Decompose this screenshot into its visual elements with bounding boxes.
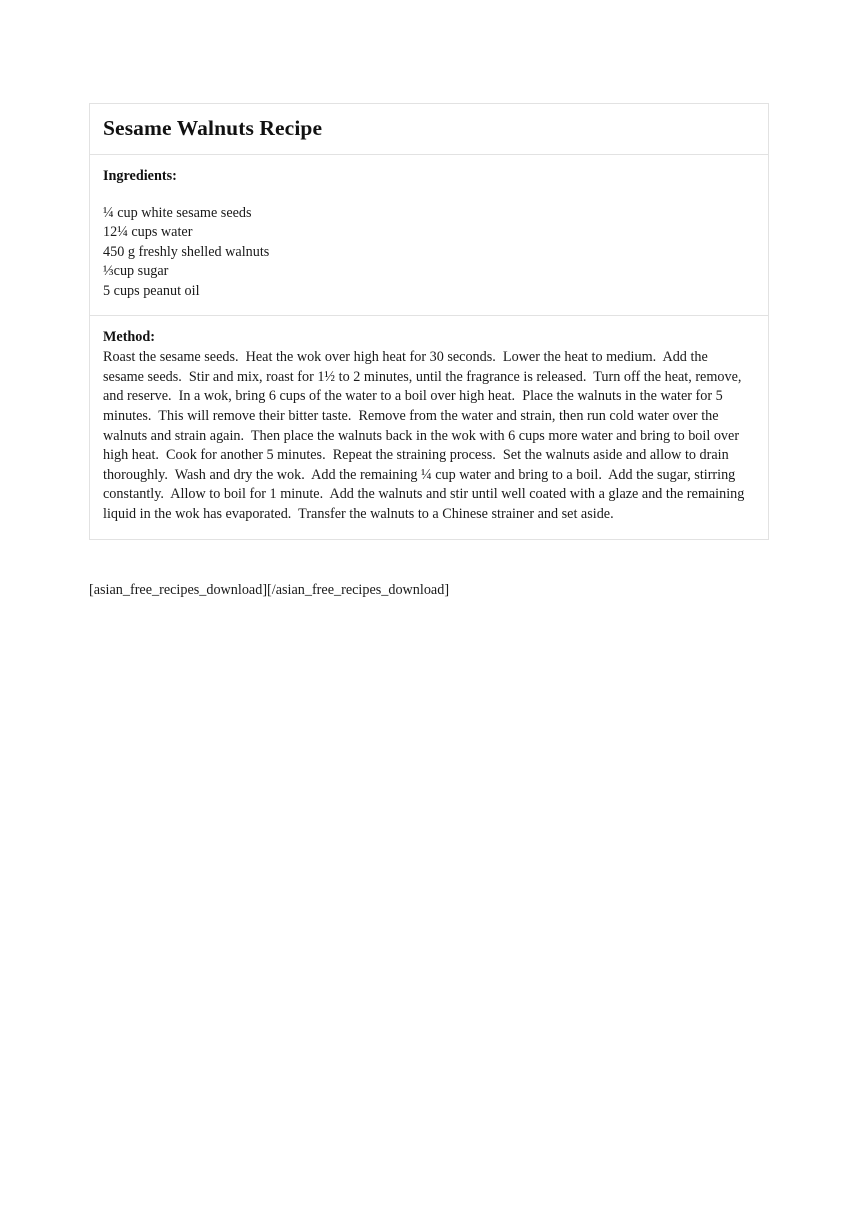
shortcode-footer-text: [asian_free_recipes_download][/asian_free_recipes_download] (89, 582, 450, 598)
ingredients-section (90, 155, 768, 316)
method-text: Roast the sesame seeds. Heat the wok over high heat for 30 seconds. Lower the heat to medium. Add the sesame seeds. Stir and mix, roast for 1½ to 2 minutes, until the fragrance is released. Turn off the heat, remove, and reserve. In a wok, bring 6 cups of the water to a boil over high heat. Place the walnuts in the water for 5 minutes. This will remove their bitter taste. Remove from the water and strain, then run cold water over the walnuts and strain again. Then place the walnuts back in the wok with 6 cups more water and bring to boil over high heat. Cook for another 5 minutes. Repeat the straining process. Set the walnuts aside and allow to drain thoroughly. Wash and dry the wok. Add the remaining ¼ cup water and bring to a boil. Add the sugar, stirring constantly. Allow to boil for 1 minute. Add the walnuts and stir until well coated with a glaze and the remaining liquid in the wok has evaporated. Transfer the walnuts to a Chinese strainer and set aside. (103, 349, 748, 522)
list-item: ⅓cup sugar (103, 263, 169, 280)
recipe-card (89, 103, 769, 540)
list-item: ¼ cup white sesame seeds (103, 204, 252, 221)
ingredients-list (103, 204, 751, 302)
page-title: Sesame Walnuts Recipe (103, 116, 323, 140)
list-item: 450 g freshly shelled walnuts (103, 243, 270, 260)
method-heading: Method: (103, 329, 156, 346)
ingredients-heading: Ingredients: (103, 168, 177, 185)
list-item: 12¼ cups water (103, 224, 193, 241)
method-section (90, 316, 768, 539)
recipe-card-header (90, 104, 768, 155)
list-item: 5 cups peanut oil (103, 282, 200, 299)
